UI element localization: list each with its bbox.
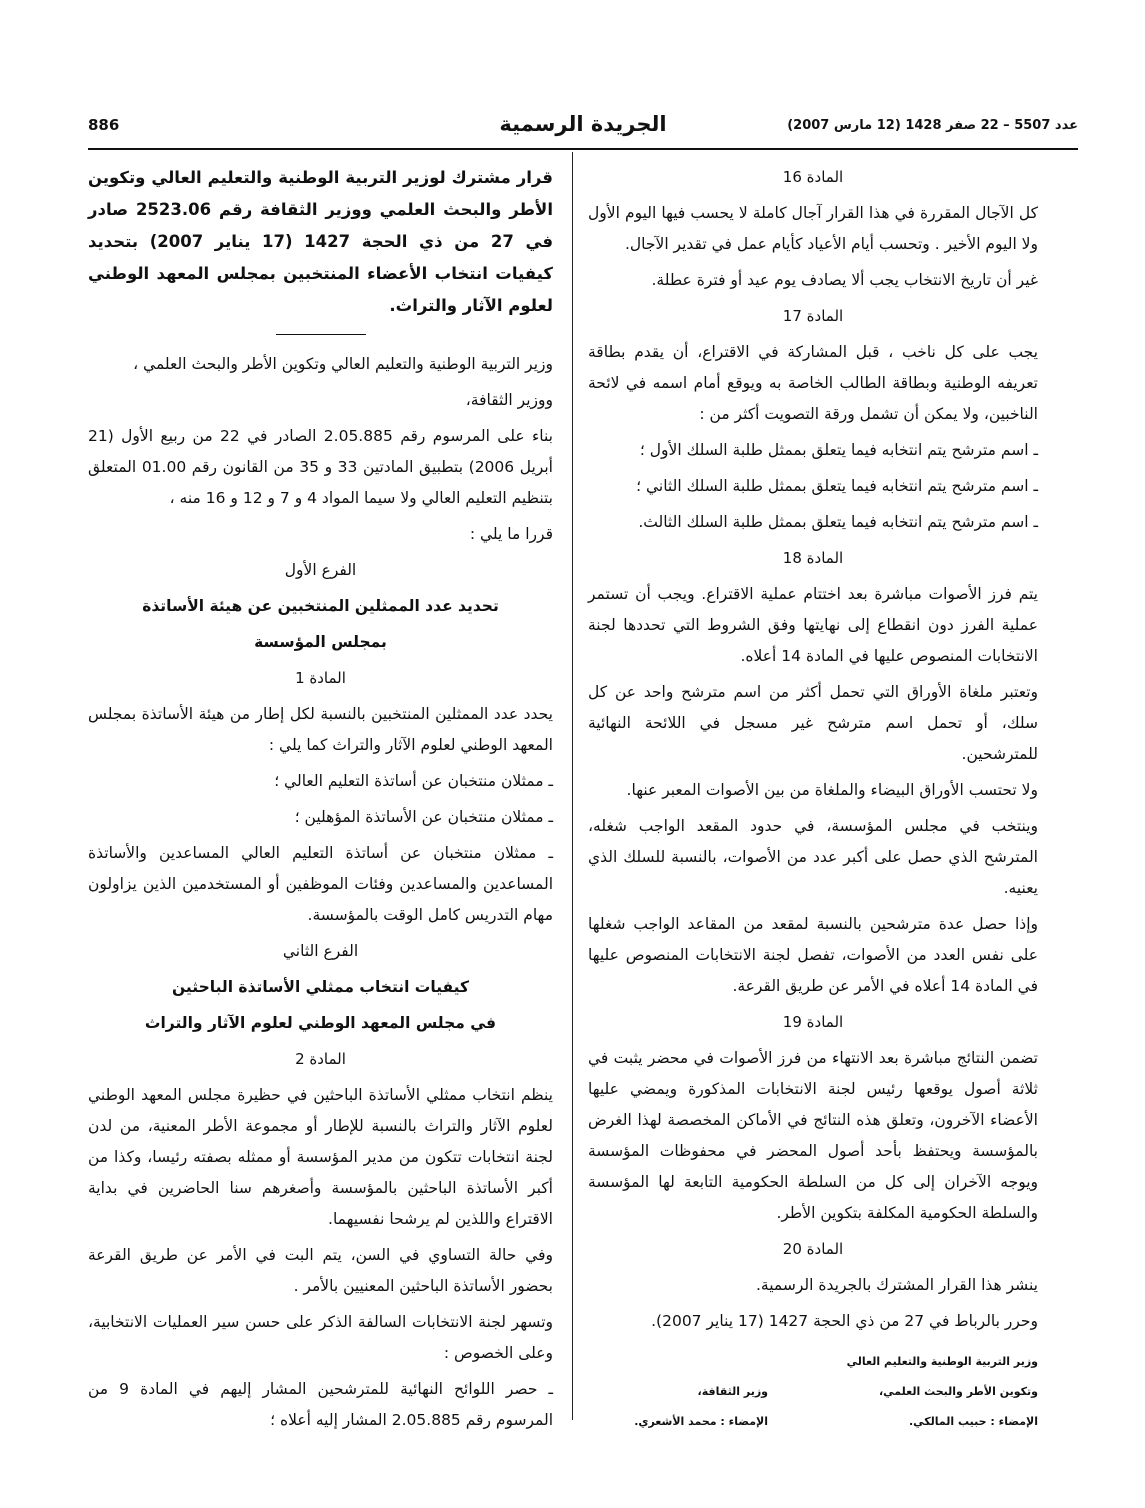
preamble-minister-culture: ووزير الثقافة،	[465, 391, 553, 409]
article-16-paragraph-1: كل الآجال المقررة في هذا القرار آجال كاملة لا يحسب فيها اليوم الأول ولا اليوم الأخير . وتحسب أيام الأعياد كأيام عمل في تقدير الآجال.	[588, 204, 1038, 253]
article-17-item-1: ـ اسم مترشح يتم انتخابه فيما يتعلق بممثل طلبة السلك الأول ؛	[639, 441, 1038, 459]
issue-info: عدد 5507 – 22 صفر 1428 (12 مارس 2007)	[787, 118, 1078, 133]
decided-text: قررا ما يلي :	[469, 525, 553, 543]
article-17-item-2: ـ اسم مترشح يتم انتخابه فيما يتعلق بممثل طلبة السلك الثاني ؛	[636, 477, 1038, 495]
part1-title-line1: تحديد عدد الممثلين المنتخبين عن هيئة الأساتذة	[142, 597, 499, 615]
page-number: 886	[88, 116, 120, 134]
left-column	[588, 162, 1038, 1457]
journal-title: الجريدة الرسمية	[499, 112, 667, 136]
article-16-label: المادة 16	[782, 168, 844, 186]
sig2-line1: وزير الثقافة،	[697, 1385, 768, 1398]
article-2-paragraph-2: وفي حالة التساوي في السن، يتم البت في الأمر عن طريق القرعة بحضور الأساتذة الباحثين المعنيين بالأمر .	[88, 1246, 553, 1295]
part1-title-line2: بمجلس المؤسسة	[254, 633, 387, 651]
sig2-line2: الإمضاء : محمد الأشعري.	[634, 1415, 768, 1428]
article-2-label: المادة 2	[295, 1050, 346, 1068]
part1-label: الفرع الأول	[284, 561, 357, 579]
article-2-item-1: ـ حصر اللوائح النهائية للمترشحين المشار إليهم في المادة 9 من المرسوم رقم 2.05.885 المشار إليه أعلاه ؛	[88, 1380, 553, 1429]
article-1-text: يحدد عدد الممثلين المنتخبين بالنسبة لكل إطار من هيئة الأساتذة بمجلس المعهد الوطني لعلوم الآثار والتراث كما يلي :	[88, 705, 553, 754]
article-18-label: المادة 18	[782, 549, 844, 567]
signature-culture-minister	[618, 1347, 768, 1437]
article-2-paragraph-3: وتسهر لجنة الانتخابات السالفة الذكر على حسن سير العمليات الانتخابية، وعلى الخصوص :	[88, 1313, 553, 1362]
article-1-item-1: ـ ممثلان منتخبان عن أساتذة التعليم العالي ؛	[274, 772, 553, 790]
article-17-label: المادة 17	[782, 307, 844, 325]
article-18-paragraph-1: يتم فرز الأصوات مباشرة بعد اختتام عملية الاقتراع. ويجب أن تستمر عملية الفرز دون انقطاع إلى نهايتها وفق الشروط التي تحددها لجنة الانتخابات المنصوص عليها في المادة 14 أعلاه.	[588, 585, 1038, 665]
article-1-label: المادة 1	[295, 669, 346, 687]
article-19-label: المادة 19	[782, 1013, 844, 1031]
article-18-paragraph-5: وإذا حصل عدة مترشحين بالنسبة لمقعد من المقاعد الواجب شغلها على نفس العدد من الأصوات، تفصل لجنة الانتخابات المنصوص عليها في المادة 14 أعلاه في الأمر عن طريق القرعة.	[588, 915, 1038, 995]
article-2-paragraph-1: ينظم انتخاب ممثلي الأساتذة الباحثين في حظيرة مجلس المعهد الوطني لعلوم الآثار والتراث بالنسبة للإطار أو مجموعة الأطر المعنية، من لدن لجنة انتخابات تتكون من مدير المؤسسة أو ممثله بصفته رئيسا، وكذا من أكبر الأساتذة الباحثين بالمؤسسة وأصغرهم سنا الحاضرين في بداية الاقتراع واللذين لم يرشحا نفسيهما.	[88, 1086, 553, 1228]
preamble-minister-education: وزير التربية الوطنية والتعليم العالي وتكوين الأطر والبحث العلمي ،	[133, 355, 553, 373]
page-header	[88, 112, 1078, 150]
article-19-paragraph-1: تضمن النتائج مباشرة بعد الانتهاء من فرز الأصوات في محضر يثبت في ثلاثة أصول يوقعها رئيس لجنة الانتخابات المذكورة ويمضي عليها الأعضاء الآخرون، وتعلق هذه النتائج في الأماكن المخصصة لهذا الغرض بالمؤسسة ويحتفظ بأحد أصول المحضر في محفوظات المؤسسة ويوجه الآخران إلى كل من السلطة الحكومية التابعة لها المؤسسة والسلطة الحكومية المكلفة بتكوين الأطر.	[588, 1049, 1038, 1222]
part2-title-line1: كيفيات انتخاب ممثلي الأساتذة الباحثين	[171, 978, 470, 996]
signature-block	[588, 1347, 1038, 1457]
article-16-paragraph-2: غير أن تاريخ الانتخاب يجب ألا يصادف يوم عيد أو فترة عطلة.	[651, 271, 1038, 289]
article-18-paragraph-3: ولا تحتسب الأوراق البيضاء والملغاة من بين الأصوات المعبر عنها.	[626, 781, 1038, 799]
right-column	[88, 162, 553, 1441]
article-20-paragraph-2: وحرر بالرباط في 27 من ذي الحجة 1427 (17 يناير 2007).	[651, 1312, 1038, 1330]
article-1-item-3: ـ ممثلان منتخبان عن أساتذة التعليم العالي المساعدين والأساتذة المساعدين والمساعدين وفئات الموظفين أو المستخدمين الذين يزاولون مهام التدريس كامل الوقت بالمؤسسة.	[88, 844, 553, 924]
signature-education-minister	[838, 1347, 1038, 1437]
article-17-paragraph-1: يجب على كل ناخب ، قبل المشاركة في الاقتراع، أن يقدم بطاقة تعريفه الوطنية وبطاقة الطالب الخاصة به ويوقع أمام اسمه في لائحة الناخبين، ولا يمكن أن تشمل ورقة التصويت أكثر من :	[588, 343, 1038, 423]
title-separator	[276, 334, 366, 335]
sig1-line2: وتكوين الأطر والبحث العلمي،	[878, 1385, 1038, 1398]
article-17-item-3: ـ اسم مترشح يتم انتخابه فيما يتعلق بممثل طلبة السلك الثالث.	[638, 513, 1038, 531]
column-divider	[572, 152, 573, 1420]
article-18-paragraph-4: وينتخب في مجلس المؤسسة، في حدود المقعد الواجب شغله، المترشح الذي حصل على أكبر عدد من الأصوات، بالنسبة للسلك الذي يعنيه.	[588, 817, 1038, 897]
article-20-label: المادة 20	[782, 1240, 844, 1258]
article-20-paragraph-1: ينشر هذا القرار المشترك بالجريدة الرسمية.	[756, 1276, 1038, 1294]
part2-title-line2: في مجلس المعهد الوطني لعلوم الآثار والتراث	[144, 1014, 497, 1032]
sig1-line3: الإمضاء : حبيب المالكي.	[908, 1415, 1038, 1428]
part2-label: الفرع الثاني	[282, 942, 359, 960]
sig1-line1: وزير التربية الوطنية والتعليم العالي	[846, 1355, 1038, 1368]
article-1-item-2: ـ ممثلان منتخبان عن الأساتذة المؤهلين ؛	[294, 808, 553, 826]
decree-title: قرار مشترك لوزير التربية الوطنية والتعليم العالي وتكوين الأطر والبحث العلمي ووزير الثقافة رقم 2523.06 صادر في 27 من ذي الحجة 1427 (17 يناير 2007) بتحديد كيفيات انتخاب الأعضاء المنتخبين بمجلس المعهد الوطني لعلوم الآثار والتراث.	[88, 168, 553, 315]
preamble-based-on: بناء على المرسوم رقم 2.05.885 الصادر في 22 من ربيع الأول (21 أبريل 2006) بتطبيق المادتين 33 و 35 من القانون رقم 01.00 المتعلق بتنظيم التعليم العالي ولا سيما المواد 4 و 7 و 12 و 16 منه ،	[88, 427, 553, 507]
article-18-paragraph-2: وتعتبر ملغاة الأوراق التي تحمل أكثر من اسم مترشح واحد عن كل سلك، أو تحمل اسم مترشح غير مسجل في اللائحة النهائية للمترشحين.	[588, 683, 1038, 763]
